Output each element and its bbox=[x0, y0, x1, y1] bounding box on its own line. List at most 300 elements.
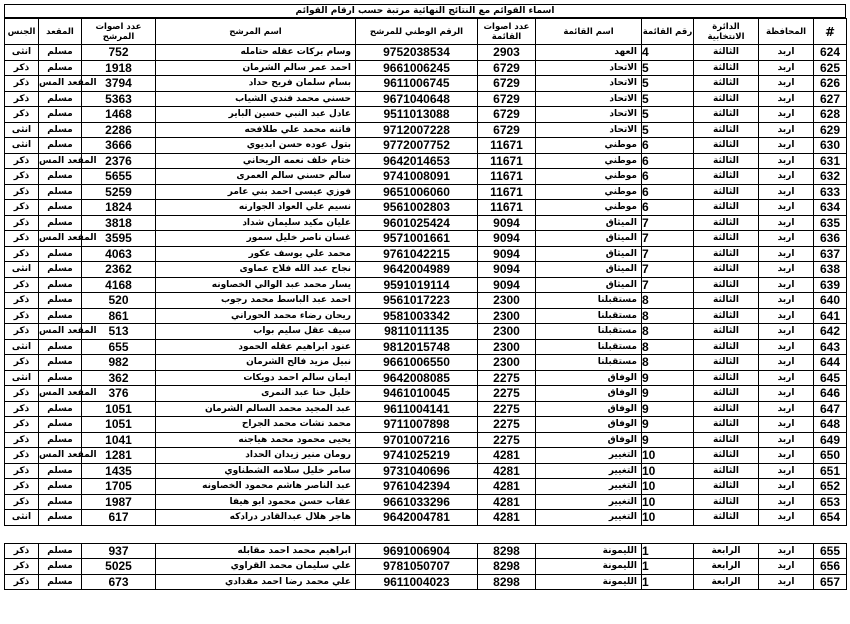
list-name-cell: التغيير bbox=[536, 448, 642, 464]
candidate-name-cell: فوزي عيسى احمد بني عامر bbox=[156, 184, 356, 200]
seat-cell: مسلم bbox=[39, 479, 82, 495]
list-name-cell: التغيير bbox=[536, 494, 642, 510]
list-number-cell: 7 bbox=[642, 215, 694, 231]
table-row bbox=[5, 510, 847, 526]
candidate-votes-cell: 1435 bbox=[82, 463, 156, 479]
list-number-cell: 5 bbox=[642, 76, 694, 92]
national-id-cell: 9691006904 bbox=[356, 543, 478, 559]
col-header-seat: المقعد bbox=[39, 19, 82, 45]
list-number-cell: 6 bbox=[642, 200, 694, 216]
table-row bbox=[5, 91, 847, 107]
candidate-votes-cell: 362 bbox=[82, 370, 156, 386]
national-id-cell: 9701007216 bbox=[356, 432, 478, 448]
col-header-list-name: اسم القائمة bbox=[536, 19, 642, 45]
gender-cell: انثى bbox=[5, 45, 39, 61]
list-name-cell: موطني bbox=[536, 200, 642, 216]
gender-cell: ذكر bbox=[5, 184, 39, 200]
list-votes-cell: 9094 bbox=[478, 246, 536, 262]
candidate-votes-cell: 1041 bbox=[82, 432, 156, 448]
candidate-name-cell: نبيل مزيد فالح الشرمان bbox=[156, 355, 356, 371]
governorate-cell: اربد bbox=[759, 574, 814, 590]
seat-cell: مسلم bbox=[39, 339, 82, 355]
gender-cell: ذكر bbox=[5, 293, 39, 309]
list-name-cell: موطني bbox=[536, 138, 642, 154]
col-header-gender: الجنس bbox=[5, 19, 39, 45]
candidate-name-cell: ايمان سالم احمد دويكات bbox=[156, 370, 356, 386]
list-votes-cell: 2275 bbox=[478, 401, 536, 417]
list-number-cell: 10 bbox=[642, 463, 694, 479]
governorate-cell: اربد bbox=[759, 324, 814, 340]
list-votes-cell: 4281 bbox=[478, 510, 536, 526]
list-number-cell: 5 bbox=[642, 60, 694, 76]
candidate-name-cell: هاجر هلال عبدالقادر درادكه bbox=[156, 510, 356, 526]
list-name-cell: التغيير bbox=[536, 463, 642, 479]
candidate-votes-cell: 937 bbox=[82, 543, 156, 559]
district-cell: الثالثة bbox=[694, 417, 759, 433]
list-name-cell: مستقبلنا bbox=[536, 308, 642, 324]
gender-cell: ذكر bbox=[5, 308, 39, 324]
list-number-cell: 1 bbox=[642, 543, 694, 559]
index-cell: 648 bbox=[814, 417, 847, 433]
seat-cell: مسلم bbox=[39, 138, 82, 154]
candidate-votes-cell: 4168 bbox=[82, 277, 156, 293]
index-cell: 642 bbox=[814, 324, 847, 340]
seat-cell: المقعد المس bbox=[39, 448, 82, 464]
table-row bbox=[5, 448, 847, 464]
candidate-name-cell: احمد عمر سالم الشرمان bbox=[156, 60, 356, 76]
list-name-cell: الميثاق bbox=[536, 246, 642, 262]
list-votes-cell: 11671 bbox=[478, 184, 536, 200]
governorate-cell: اربد bbox=[759, 231, 814, 247]
national-id-cell: 9642008085 bbox=[356, 370, 478, 386]
spacer-cell bbox=[39, 525, 82, 543]
table-row bbox=[5, 463, 847, 479]
national-id-cell: 9781050707 bbox=[356, 559, 478, 575]
table-row bbox=[5, 293, 847, 309]
table-row bbox=[5, 169, 847, 185]
spacer-cell bbox=[5, 525, 39, 543]
district-cell: الثالثة bbox=[694, 308, 759, 324]
candidate-votes-cell: 752 bbox=[82, 45, 156, 61]
candidate-votes-cell: 3794 bbox=[82, 76, 156, 92]
list-number-cell: 5 bbox=[642, 107, 694, 123]
district-cell: الرابعة bbox=[694, 543, 759, 559]
table-row bbox=[5, 401, 847, 417]
candidate-name-cell: علي سليمان محمد القراوي bbox=[156, 559, 356, 575]
governorate-cell: اربد bbox=[759, 184, 814, 200]
spacer-cell bbox=[82, 525, 156, 543]
seat-cell: مسلم bbox=[39, 574, 82, 590]
index-cell: 631 bbox=[814, 153, 847, 169]
gender-cell: ذكر bbox=[5, 277, 39, 293]
district-cell: الثالثة bbox=[694, 60, 759, 76]
national-id-cell: 9642004781 bbox=[356, 510, 478, 526]
candidate-name-cell: سامر خليل سلامه الشطناوي bbox=[156, 463, 356, 479]
district-cell: الثالثة bbox=[694, 107, 759, 123]
table-row bbox=[5, 370, 847, 386]
district-cell: الثالثة bbox=[694, 401, 759, 417]
governorate-cell: اربد bbox=[759, 91, 814, 107]
col-header-index: # bbox=[814, 19, 847, 45]
candidate-votes-cell: 3666 bbox=[82, 138, 156, 154]
seat-cell: المقعد المس bbox=[39, 324, 82, 340]
governorate-cell: اربد bbox=[759, 401, 814, 417]
national-id-cell: 9591019114 bbox=[356, 277, 478, 293]
list-name-cell: الميثاق bbox=[536, 215, 642, 231]
list-number-cell: 8 bbox=[642, 339, 694, 355]
seat-cell: المقعد المس bbox=[39, 386, 82, 402]
candidate-name-cell: ابراهيم محمد احمد مقابله bbox=[156, 543, 356, 559]
index-cell: 629 bbox=[814, 122, 847, 138]
list-name-cell: الوفاق bbox=[536, 370, 642, 386]
district-cell: الثالثة bbox=[694, 293, 759, 309]
gender-cell: ذكر bbox=[5, 494, 39, 510]
list-votes-cell: 9094 bbox=[478, 215, 536, 231]
governorate-cell: اربد bbox=[759, 339, 814, 355]
national-id-cell: 9511013088 bbox=[356, 107, 478, 123]
candidate-name-cell: محمد علي يوسف عكور bbox=[156, 246, 356, 262]
governorate-cell: اربد bbox=[759, 494, 814, 510]
governorate-cell: اربد bbox=[759, 479, 814, 495]
district-cell: الثالثة bbox=[694, 479, 759, 495]
list-number-cell: 9 bbox=[642, 401, 694, 417]
candidate-votes-cell: 1051 bbox=[82, 401, 156, 417]
header-row bbox=[5, 19, 847, 45]
list-name-cell: الميثاق bbox=[536, 262, 642, 278]
candidate-votes-cell: 1281 bbox=[82, 448, 156, 464]
governorate-cell: اربد bbox=[759, 308, 814, 324]
table-row bbox=[5, 231, 847, 247]
spacer-cell bbox=[536, 525, 642, 543]
list-name-cell: الميثاق bbox=[536, 231, 642, 247]
candidate-votes-cell: 5363 bbox=[82, 91, 156, 107]
list-votes-cell: 9094 bbox=[478, 231, 536, 247]
spacer-cell bbox=[478, 525, 536, 543]
col-header-governorate: المحافظة bbox=[759, 19, 814, 45]
candidate-name-cell: محمد نشات محمد الجراح bbox=[156, 417, 356, 433]
governorate-cell: اربد bbox=[759, 169, 814, 185]
national-id-cell: 9712007228 bbox=[356, 122, 478, 138]
list-votes-cell: 6729 bbox=[478, 122, 536, 138]
list-name-cell: الاتحاد bbox=[536, 76, 642, 92]
index-cell: 635 bbox=[814, 215, 847, 231]
gender-cell: ذكر bbox=[5, 543, 39, 559]
candidate-votes-cell: 520 bbox=[82, 293, 156, 309]
index-cell: 651 bbox=[814, 463, 847, 479]
index-cell: 653 bbox=[814, 494, 847, 510]
candidate-votes-cell: 3595 bbox=[82, 231, 156, 247]
list-name-cell: الليمونة bbox=[536, 543, 642, 559]
governorate-cell: اربد bbox=[759, 448, 814, 464]
list-name-cell: موطني bbox=[536, 153, 642, 169]
national-id-cell: 9581003342 bbox=[356, 308, 478, 324]
list-number-cell: 9 bbox=[642, 370, 694, 386]
candidate-votes-cell: 2362 bbox=[82, 262, 156, 278]
district-cell: الثالثة bbox=[694, 448, 759, 464]
seat-cell: المقعد المس bbox=[39, 231, 82, 247]
governorate-cell: اربد bbox=[759, 370, 814, 386]
candidate-votes-cell: 5655 bbox=[82, 169, 156, 185]
governorate-cell: اربد bbox=[759, 386, 814, 402]
seat-cell: مسلم bbox=[39, 308, 82, 324]
district-cell: الثالثة bbox=[694, 510, 759, 526]
gender-cell: ذكر bbox=[5, 574, 39, 590]
list-number-cell: 9 bbox=[642, 432, 694, 448]
list-votes-cell: 2300 bbox=[478, 339, 536, 355]
candidate-votes-cell: 861 bbox=[82, 308, 156, 324]
gender-cell: ذكر bbox=[5, 231, 39, 247]
seat-cell: مسلم bbox=[39, 293, 82, 309]
seat-cell: مسلم bbox=[39, 417, 82, 433]
national-id-cell: 9651006060 bbox=[356, 184, 478, 200]
candidate-name-cell: يسار محمد عبد الوالي الخصاونه bbox=[156, 277, 356, 293]
candidate-name-cell: ريحان رضاء محمد الحوراني bbox=[156, 308, 356, 324]
candidate-votes-cell: 617 bbox=[82, 510, 156, 526]
list-number-cell: 7 bbox=[642, 262, 694, 278]
table-row bbox=[5, 355, 847, 371]
results-sheet bbox=[4, 4, 846, 590]
district-cell: الثالثة bbox=[694, 138, 759, 154]
list-number-cell: 6 bbox=[642, 169, 694, 185]
governorate-cell: اربد bbox=[759, 107, 814, 123]
list-name-cell: الميثاق bbox=[536, 277, 642, 293]
candidate-votes-cell: 3818 bbox=[82, 215, 156, 231]
candidate-name-cell: احمد عبد الباسط محمد رجوب bbox=[156, 293, 356, 309]
index-cell: 636 bbox=[814, 231, 847, 247]
list-votes-cell: 6729 bbox=[478, 107, 536, 123]
governorate-cell: اربد bbox=[759, 463, 814, 479]
national-id-cell: 9671040648 bbox=[356, 91, 478, 107]
spacer-cell bbox=[759, 525, 814, 543]
index-cell: 633 bbox=[814, 184, 847, 200]
list-votes-cell: 6729 bbox=[478, 76, 536, 92]
district-cell: الثالثة bbox=[694, 386, 759, 402]
governorate-cell: اربد bbox=[759, 510, 814, 526]
list-number-cell: 4 bbox=[642, 45, 694, 61]
seat-cell: مسلم bbox=[39, 45, 82, 61]
gender-cell: ذكر bbox=[5, 246, 39, 262]
table-row bbox=[5, 122, 847, 138]
list-votes-cell: 4281 bbox=[478, 494, 536, 510]
index-cell: 628 bbox=[814, 107, 847, 123]
seat-cell: مسلم bbox=[39, 277, 82, 293]
governorate-cell: اربد bbox=[759, 76, 814, 92]
list-votes-cell: 11671 bbox=[478, 200, 536, 216]
governorate-cell: اربد bbox=[759, 543, 814, 559]
index-cell: 637 bbox=[814, 246, 847, 262]
col-header-district: الدائرة الانتخابية bbox=[694, 19, 759, 45]
spacer-cell bbox=[156, 525, 356, 543]
list-votes-cell: 2275 bbox=[478, 370, 536, 386]
table-row bbox=[5, 60, 847, 76]
seat-cell: مسلم bbox=[39, 184, 82, 200]
district-cell: الثالثة bbox=[694, 200, 759, 216]
candidate-votes-cell: 1051 bbox=[82, 417, 156, 433]
index-cell: 646 bbox=[814, 386, 847, 402]
index-cell: 641 bbox=[814, 308, 847, 324]
list-votes-cell: 4281 bbox=[478, 463, 536, 479]
list-name-cell: مستقبلنا bbox=[536, 324, 642, 340]
governorate-cell: اربد bbox=[759, 417, 814, 433]
candidate-name-cell: عنود ابراهيم عقله الحمود bbox=[156, 339, 356, 355]
list-votes-cell: 2300 bbox=[478, 308, 536, 324]
list-number-cell: 10 bbox=[642, 479, 694, 495]
list-name-cell: الوفاق bbox=[536, 432, 642, 448]
index-cell: 657 bbox=[814, 574, 847, 590]
table-row bbox=[5, 246, 847, 262]
list-name-cell: موطني bbox=[536, 169, 642, 185]
national-id-cell: 9571001661 bbox=[356, 231, 478, 247]
spacer-cell bbox=[356, 525, 478, 543]
governorate-cell: اربد bbox=[759, 432, 814, 448]
list-name-cell: مستقبلنا bbox=[536, 355, 642, 371]
list-number-cell: 9 bbox=[642, 386, 694, 402]
candidate-name-cell: حسني محمد فندي الشياب bbox=[156, 91, 356, 107]
seat-cell: مسلم bbox=[39, 169, 82, 185]
gender-cell: ذكر bbox=[5, 386, 39, 402]
district-cell: الرابعة bbox=[694, 574, 759, 590]
table-row bbox=[5, 308, 847, 324]
index-cell: 634 bbox=[814, 200, 847, 216]
list-name-cell: الليمونة bbox=[536, 559, 642, 575]
list-name-cell: الاتحاد bbox=[536, 60, 642, 76]
list-votes-cell: 11671 bbox=[478, 138, 536, 154]
spacer-cell bbox=[694, 525, 759, 543]
national-id-cell: 9761042394 bbox=[356, 479, 478, 495]
seat-cell: مسلم bbox=[39, 543, 82, 559]
seat-cell: مسلم bbox=[39, 91, 82, 107]
candidate-votes-cell: 1918 bbox=[82, 60, 156, 76]
candidate-votes-cell: 376 bbox=[82, 386, 156, 402]
national-id-cell: 9611006745 bbox=[356, 76, 478, 92]
gender-cell: ذكر bbox=[5, 76, 39, 92]
national-id-cell: 9811011135 bbox=[356, 324, 478, 340]
candidate-votes-cell: 513 bbox=[82, 324, 156, 340]
seat-cell: مسلم bbox=[39, 401, 82, 417]
list-number-cell: 10 bbox=[642, 494, 694, 510]
candidate-name-cell: ختام خلف نعمه الريحاني bbox=[156, 153, 356, 169]
table-row bbox=[5, 153, 847, 169]
table-row bbox=[5, 76, 847, 92]
candidate-votes-cell: 2376 bbox=[82, 153, 156, 169]
table-row bbox=[5, 432, 847, 448]
table-row bbox=[5, 138, 847, 154]
index-cell: 650 bbox=[814, 448, 847, 464]
list-name-cell: موطني bbox=[536, 184, 642, 200]
district-cell: الثالثة bbox=[694, 231, 759, 247]
list-name-cell: الوفاق bbox=[536, 417, 642, 433]
candidate-votes-cell: 5259 bbox=[82, 184, 156, 200]
gender-cell: انثى bbox=[5, 122, 39, 138]
list-number-cell: 8 bbox=[642, 293, 694, 309]
seat-cell: المقعد المس bbox=[39, 153, 82, 169]
index-cell: 626 bbox=[814, 76, 847, 92]
table-row bbox=[5, 262, 847, 278]
gender-cell: ذكر bbox=[5, 169, 39, 185]
col-header-national-id: الرقم الوطني للمرشح bbox=[356, 19, 478, 45]
seat-cell: مسلم bbox=[39, 200, 82, 216]
table-row bbox=[5, 215, 847, 231]
national-id-cell: 9731040696 bbox=[356, 463, 478, 479]
spacer-cell bbox=[642, 525, 694, 543]
gender-cell: انثى bbox=[5, 138, 39, 154]
national-id-cell: 9752038534 bbox=[356, 45, 478, 61]
candidate-name-cell: عادل عبد النبي حسين الباير bbox=[156, 107, 356, 123]
district-cell: الثالثة bbox=[694, 324, 759, 340]
list-name-cell: الليمونة bbox=[536, 574, 642, 590]
list-name-cell: الاتحاد bbox=[536, 122, 642, 138]
index-cell: 652 bbox=[814, 479, 847, 495]
seat-cell: المقعد المس bbox=[39, 76, 82, 92]
list-name-cell: التغيير bbox=[536, 479, 642, 495]
list-number-cell: 6 bbox=[642, 153, 694, 169]
candidate-votes-cell: 5025 bbox=[82, 559, 156, 575]
page-title: اسماء القوائم مع النتائج النهائية مرتبة حسب ارقام القوائم bbox=[4, 4, 846, 18]
gender-cell: ذكر bbox=[5, 479, 39, 495]
list-votes-cell: 2275 bbox=[478, 386, 536, 402]
district-cell: الثالثة bbox=[694, 184, 759, 200]
national-id-cell: 9812015748 bbox=[356, 339, 478, 355]
national-id-cell: 9661033296 bbox=[356, 494, 478, 510]
list-number-cell: 5 bbox=[642, 91, 694, 107]
national-id-cell: 9642004989 bbox=[356, 262, 478, 278]
table-row bbox=[5, 184, 847, 200]
list-number-cell: 1 bbox=[642, 559, 694, 575]
list-votes-cell: 4281 bbox=[478, 479, 536, 495]
list-number-cell: 10 bbox=[642, 510, 694, 526]
governorate-cell: اربد bbox=[759, 246, 814, 262]
table-row bbox=[5, 543, 847, 559]
candidate-name-cell: غسان ناصر خليل سمور bbox=[156, 231, 356, 247]
index-cell: 632 bbox=[814, 169, 847, 185]
district-cell: الثالثة bbox=[694, 246, 759, 262]
candidate-votes-cell: 655 bbox=[82, 339, 156, 355]
index-cell: 656 bbox=[814, 559, 847, 575]
candidate-name-cell: وسام بركات عقله حتامله bbox=[156, 45, 356, 61]
gender-cell: ذكر bbox=[5, 60, 39, 76]
list-number-cell: 6 bbox=[642, 138, 694, 154]
table-row bbox=[5, 339, 847, 355]
national-id-cell: 9611004023 bbox=[356, 574, 478, 590]
gender-cell: ذكر bbox=[5, 355, 39, 371]
list-number-cell: 7 bbox=[642, 246, 694, 262]
list-votes-cell: 11671 bbox=[478, 153, 536, 169]
list-number-cell: 10 bbox=[642, 448, 694, 464]
district-cell: الثالثة bbox=[694, 45, 759, 61]
national-id-cell: 9601025424 bbox=[356, 215, 478, 231]
index-cell: 627 bbox=[814, 91, 847, 107]
governorate-cell: اربد bbox=[759, 355, 814, 371]
candidate-votes-cell: 1824 bbox=[82, 200, 156, 216]
seat-cell: مسلم bbox=[39, 215, 82, 231]
seat-cell: مسلم bbox=[39, 510, 82, 526]
candidate-name-cell: خليل حنا عبد النمرى bbox=[156, 386, 356, 402]
candidate-name-cell: عبد المجيد محمد السالم الشرمان bbox=[156, 401, 356, 417]
governorate-cell: اربد bbox=[759, 45, 814, 61]
list-name-cell: مستقبلنا bbox=[536, 339, 642, 355]
seat-cell: مسلم bbox=[39, 60, 82, 76]
index-cell: 644 bbox=[814, 355, 847, 371]
seat-cell: مسلم bbox=[39, 355, 82, 371]
index-cell: 645 bbox=[814, 370, 847, 386]
table-row bbox=[5, 200, 847, 216]
national-id-cell: 9741025219 bbox=[356, 448, 478, 464]
candidate-votes-cell: 673 bbox=[82, 574, 156, 590]
table-row bbox=[5, 574, 847, 590]
district-cell: الثالثة bbox=[694, 262, 759, 278]
gender-cell: انثى bbox=[5, 262, 39, 278]
list-votes-cell: 9094 bbox=[478, 262, 536, 278]
